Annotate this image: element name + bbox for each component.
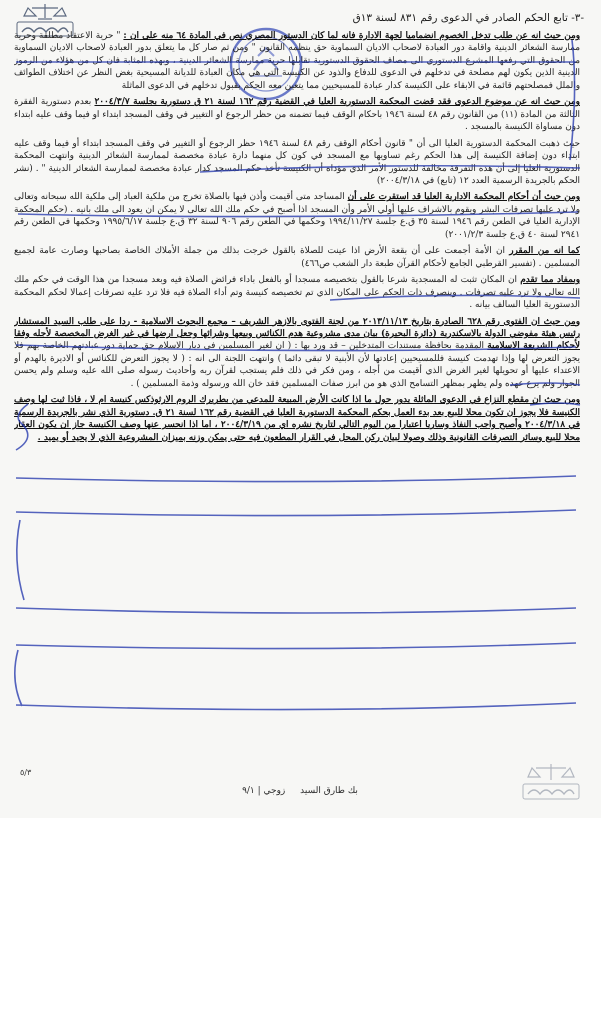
blank-area — [0, 818, 601, 1024]
paragraph-administrative-court — [14, 191, 580, 241]
paragraph-lead: ومن حيث انه عن طلب تدخل الخصوم انضماميا لجهة الادارة فانه لما كان الدستور المصري نص في المادة ٦٤ منه على ان : — [123, 31, 580, 41]
paragraph-body: ان الأمة أجمعت على أن بقعة الأرض اذا عينت للصلاة بالقول خرجت بذلك من جملة الأملاك الخاصة بصاحبها وصارت عامة لجميع المسلمين . (تفسير القرطبي الجامع لأحكام القرآن طبعة دار الشعب ص٤٦٦) — [14, 246, 580, 269]
paragraph-body: المساجد متى أقيمت وأذن فيها بالصلاة تخرج من ملكية العباد إلى ملكية الله سبحانه وتعالى ولا ترد عليها تصرفات البشر ويقوم بالاشراف عليها أولي الأمر وأن المسجد اذا أصبح في حكم ملك الله تعالى لا يمكن ان يعود الى ملك بانيه . (حكم المحكمة الإدارية العليا في الطعن رقم ١٩٤٦ لسنة ٣٥ ق.ع جلسة ١٩٩٤/١١/٢٧ وحكمها في الطعن رقم ٩٠٦ لسنة ٣٢ ق.ع جلسة ١٩٩٥/٦/١٧ وحكمها في الطعن رقم ٢٩٤١ لسنة ٤٠ ق.ع جلسة ٢٠٠١/٢/٣) — [14, 192, 580, 240]
signature-initials: زوجي | ٩/١ — [242, 786, 286, 796]
paragraph-lead: كما انه من المقرر — [509, 246, 580, 257]
paragraph-lead: ومن حيث ان الفتوى رقم ٦٢٨ الصادرة بتاريخ ٢٠١٣/١١/١٣ من لجنة الفتوى بالازهر الشريف – مجمع البحوث الاسلامية - ردا على طلب السيد المستشار رئيس هيئة مفوضي الدولة بالاسكندرية (دائرة البحيرة) بيان مدى مشروعية هدم الكنائس وبيعها وشرائها وجعل ارضها في غير الغرض المخصصة لأجله وفقا لأحكام الشريعة الاسلامية — [14, 316, 580, 352]
paragraph-lead: ومن حيث أن أحكام المحكمة الادارية العليا قد استقرت على أن — [347, 192, 580, 203]
paragraph-constitutional-court — [14, 96, 580, 133]
page-number: ٥/٣ — [20, 768, 32, 777]
paragraph-azhar-fatwa — [14, 316, 580, 391]
paragraph-court-reasoning — [14, 138, 580, 188]
paragraph-dispute-core — [14, 394, 580, 444]
paragraph-lead: ومن حيث ان مقطع النزاع في الدعوى الماثلة يدور حول ما اذا كانت الأرض المبيعة للمدعي من بطريرك الروم الارثوذكس كنيسة ام لا ، فاذا ثبت لها وصف الكنيسة فلا يجوز ان تكون محلا للبيع بعد بدء العمل بحكم المحكمة الدستورية العليا في القضية رقم ١٦٢ لسنة ٢١ ق. دستورية الذي نشر بالجريدة الرسمية في ٢٠٠٤/٣/١٨ وأصبح واجب النفاذ وساريا اعتبارا من اليوم التالي لتاريخ نشره اي من ٢٠٠٤/٣/١٩ ، اما اذا انحسر عنها وصف الكنيسة جاز ان يكون العقار محلا للبيع وسائر التصرفات القانونية وذلك وصولا لبيان ركن المحل في القرار المطعون فيه حتى يمكن وزنه بميزان المشروعية الذي لا يحيد أو يميد . — [14, 395, 580, 443]
page-header: -٣- تابع الحكم الصادر في الدعوى رقم ٨٣١ لسنة ١٣ق — [352, 12, 584, 24]
scales-of-justice-watermark — [520, 762, 582, 802]
judgment-text — [14, 30, 580, 752]
signatures-footer — [180, 786, 420, 806]
paragraph-body: بعدم دستورية الفقرة الثالثة من المادة (١١) من القانون رقم ٤٨ لسنة ١٩٤٦ باحكام الوقف فيما تضمنه من حظر الرجوع او التغيير في وقف المسجد ابتداء او فيما وقف عليه ابتداء دون مساواة الكنيسة بالمسجد . — [14, 97, 580, 133]
paragraph-consensus — [14, 245, 580, 270]
paragraph-body: حيث ذهبت المحكمة الدستورية العليا الى أن " قانون أحكام الوقف رقم ٤٨ لسنة ١٩٤٦ حظر الرجوع أو التغيير في وقف المسجد ابتداء أو فيما وقف عليه ابتداء دون إضافة الكنيسة إلى هذا الحكم رغم تساويها مع المسجد في كون كل منهما دارة عبادة مخصصة لممارسة الشعائر الدينية وانتهت المحكمة الدستورية العليا إلى أن هذه التفرقة مخالفة للدستور الأمر الذي مؤداه أن الكنيسة تأخذ حكم المسجد كدار عبادة مخصصة لممارسة الشعائر الدينية " . (نشر الحكم بالجريدة الرسمية العدد ١٢ (تابع) في ٢٠٠٤/٣/١٨) — [14, 138, 580, 186]
paragraph-conclusion — [14, 274, 580, 311]
paragraph-body: المقدمة بحافظة مستندات المتدخلين – قد ورد بها : ( ان لغير المسلمين في ديار الاسلام حق حماية دور عبادتهم الخاصة بهم فلا يجوز التعرض لها وإذا تهدمت كنيسة فللمسيحيين إعادتها لأن الأبنية لا تبقى دائما ) وانتهت اللجنة الى انه : ( لا يجوز التعرض للكنائس أو الاديرة بالهدم أو الاعتداء عليها أو تحويلها لغير الغرض الذي أقيمت من أجله ، ومن فكر في ذلك فلم يستجب لقرآن ربه وأحاديث رسوله صلى الله عليه وسلم ولم يحسن الجوار ولم يرع عهده ولم يظهر بمظهر التسامح الذي هو من ابرز صفات المسلمين فقد خان الله ورسوله وذمة المسلمين ) . — [14, 341, 580, 389]
paragraph-lead: وبمفاد مما تقدم — [520, 275, 580, 286]
paragraph-body: " حرية الاعتقاد مطلقة وحرية ممارسة الشعائر الدينية واقامة دور العبادة لاصحاب الاديان السماوية حق ينظمه القانون " ومن ثم صار كل ما يتعلق بدور العبادة لاصحاب الاديان السماوية من الحقوق التي رفعها المشرع الدستوري الى مصاف الحقوق الدستورية تقابلها حرية ممارسة الشعائر الدينية ، وبهذه المثابة فان كل من هؤلاء من الرموز الدينية الذين يكون لهم مصلحة في تدخلهم في الدعوى للدفاع والذود عن الكنيسة التي هي مكان العبادة للديانة المسيحية بغض النظر عن اختلاف الطوائف والملل فمصلحتهم قائمة في الابقاء على الكنيسة كدار عبادة للمسيحيين مما يتعين معه الحكم بقبول تدخلهم في الدعوى الماثلة — [14, 31, 580, 91]
signature-judge: بك طارق السيد — [300, 786, 358, 796]
paragraph-body: ان المكان تثبت له المسجدية شرعا بالقول بتخصيصه مسجدا أو بالفعل باداء فرائض الصلاة فيه وبعد مسجدا من هذا الوقت في حكم ملك الله تعالى ولا ترد عليه تصرفات . وينصرف ذات الحكم على المكان الذي تم تخصيصه كنيسة وتم أداء الصلاة فيه فلا ترد عليه تصرفات إعمالا لحكم المحكمة الدستورية العليا السالف بيانه . — [14, 275, 580, 311]
paragraph-intervention — [14, 30, 580, 92]
paragraph-lead: ومن حيث انه عن موضوع الدعوى فقد قضت المحكمة الدستورية العليا في القضية رقم ١٦٢ لسنة ٢١ ق دستورية بجلسة ٢٠٠٤/٣/٧ — [94, 97, 580, 108]
